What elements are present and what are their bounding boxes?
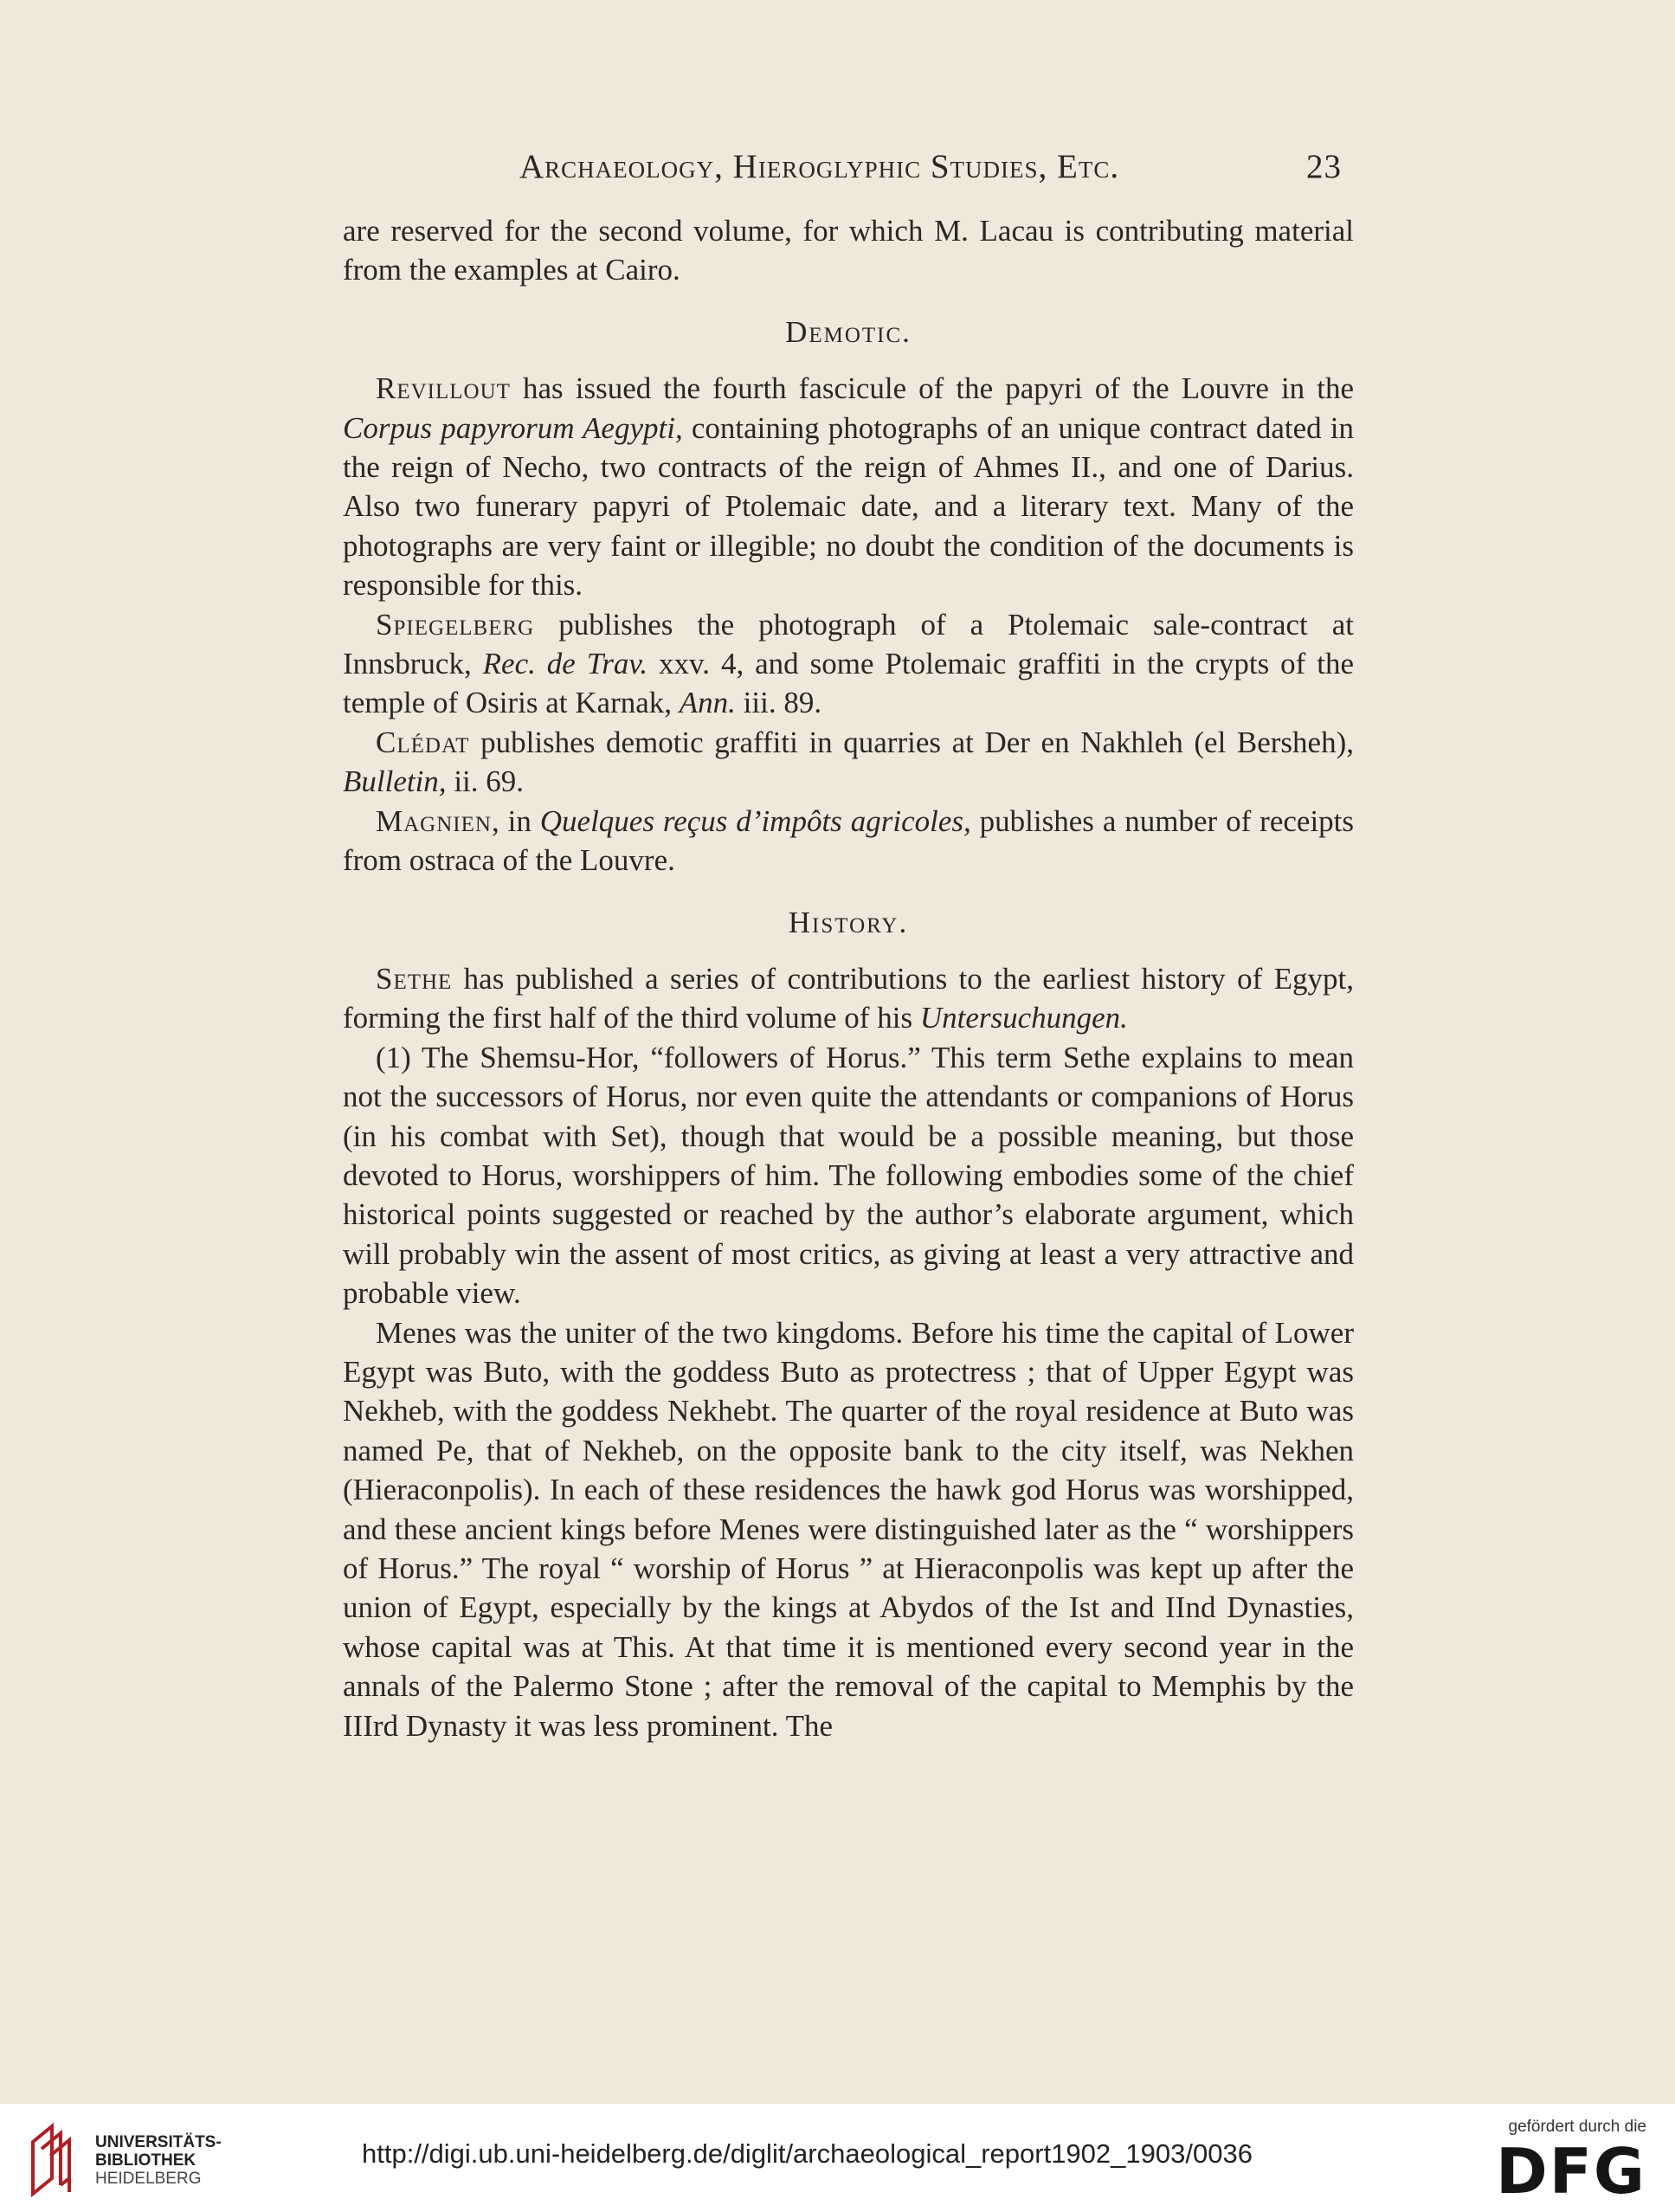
author-name: Sethe xyxy=(376,961,453,996)
paragraph-revillout: Revillout has issued the fourth fascicule of the papyri of the Louvre in the Corpus papyrorum Aegypti, containing photographs of an unique contract dated in the reign of Necho, two contracts of the reign of Ahmes II., and one of Darius. Also two funerary papyri of Ptolemaic date, and a literary text. Many of the photographs are very faint or illegible; no doubt the condition of the documents is responsible for this. xyxy=(343,371,1355,603)
paragraph-spiegelberg: Spiegelberg publishes the photograph of a Ptolemaic sale-contract at Innsbruck, Rec. de Trav. xxv. 4, and some Ptolemaic graffiti in the crypts of the temple of Osiris at Karnak, Ann. iii. 89. xyxy=(343,607,1354,720)
author-name: Magnien xyxy=(376,803,492,838)
running-head-title: Archaeology, Hieroglyphic Studies, Etc. xyxy=(519,148,1120,185)
page-body xyxy=(343,211,1354,1745)
funding-text: gefördert durch die xyxy=(1508,2118,1646,2136)
paragraph-menes: Menes was the uniter of the two kingdoms. Before his time the capital of Lower Egypt was Buto, with the goddess Buto as protectress ; that of Upper Egypt was Nekheb, with the goddess Nekhebt. The quarter of the royal residence at Buto was named Pe, that of Nekheb, on the opposite bank to the city itself, was Nekhen (Hieraconpolis). In each of these residences the hawk god Horus was worshipped, and these ancient kings before Menes were distinguished later as the “ worshippers of Horus.” The royal “ worship of Horus ” at Hieraconpolis was kept up after the union of Egypt, especially by the kings at Abydos of the Ist and IInd Dynasties, whose capital was at This. At that time it is mentioned every second year in the annals of the Palermo Stone ; after the removal of the capital to Memphis by the IIIrd Dynasty it was less prominent. The xyxy=(343,1315,1354,1743)
library-name: UNIVERSITÄTS- BIBLIOTHEK HEIDELBERG xyxy=(95,2133,222,2188)
paragraph-cledat: Clédat publishes demotic graffiti in quarries at Der en Nakhleh (el Bersheh), Bulletin, ii. 69. xyxy=(343,725,1354,799)
paragraph-magnien: Magnien, in Quelques reçus d’impôts agricoles, publishes a number of receipts from ostraca of the Louvre. xyxy=(343,803,1355,878)
permalink-url[interactable]: http://digi.ub.uni-heidelberg.de/diglit/archaeological_report1902_1903/0036 xyxy=(362,2138,1253,2169)
dfg-logo[interactable] xyxy=(1472,2112,1662,2208)
running-head xyxy=(519,147,1342,199)
library-emblem-icon xyxy=(26,2123,87,2197)
dfg-wordmark: DFG xyxy=(1495,2135,1646,2208)
section-heading-demotic: Demotic. xyxy=(785,314,912,349)
section-heading-history: History. xyxy=(788,905,909,939)
paragraph-continuation: are reserved for the second volume, for which M. Lacau is contributing material from the examples at Cairo. xyxy=(343,214,1354,287)
author-name: Revillout xyxy=(376,371,511,406)
paragraph-shemsu-hor: (1) The Shemsu-Hor, “followers of Horus.” This term Sethe explains to mean not the successors of Horus, nor even quite the attendants or companions of Horus (in his combat with Set), though that would be a possible meaning, but those devoted to Horus, worshippers of him. The following embodies some of the chief historical points suggested or reached by the author’s elaborate argument, which will probably win the assent of most critics, as giving at least a very attractive and probable view. xyxy=(343,1040,1354,1311)
italic-title: Bulletin, xyxy=(343,764,447,799)
italic-title: Untersuchungen. xyxy=(919,1001,1128,1035)
italic-title: Ann. xyxy=(679,686,736,720)
italic-title: Rec. de Trav. xyxy=(482,647,648,681)
author-name: Clédat xyxy=(376,725,470,759)
italic-title: Quelques reçus d’impôts agricoles, xyxy=(539,803,971,838)
italic-title: Corpus papyrorum Aegypti, xyxy=(343,410,683,445)
paragraph-sethe: Sethe has published a series of contributions to the earliest history of Egypt, forming the first half of the third volume of his Untersuchungen. xyxy=(343,961,1354,1035)
page-number: 23 xyxy=(1306,148,1342,185)
viewer-footer xyxy=(0,2104,1675,2212)
author-name: Spiegelberg xyxy=(376,607,535,642)
library-logo[interactable] xyxy=(26,2121,234,2199)
